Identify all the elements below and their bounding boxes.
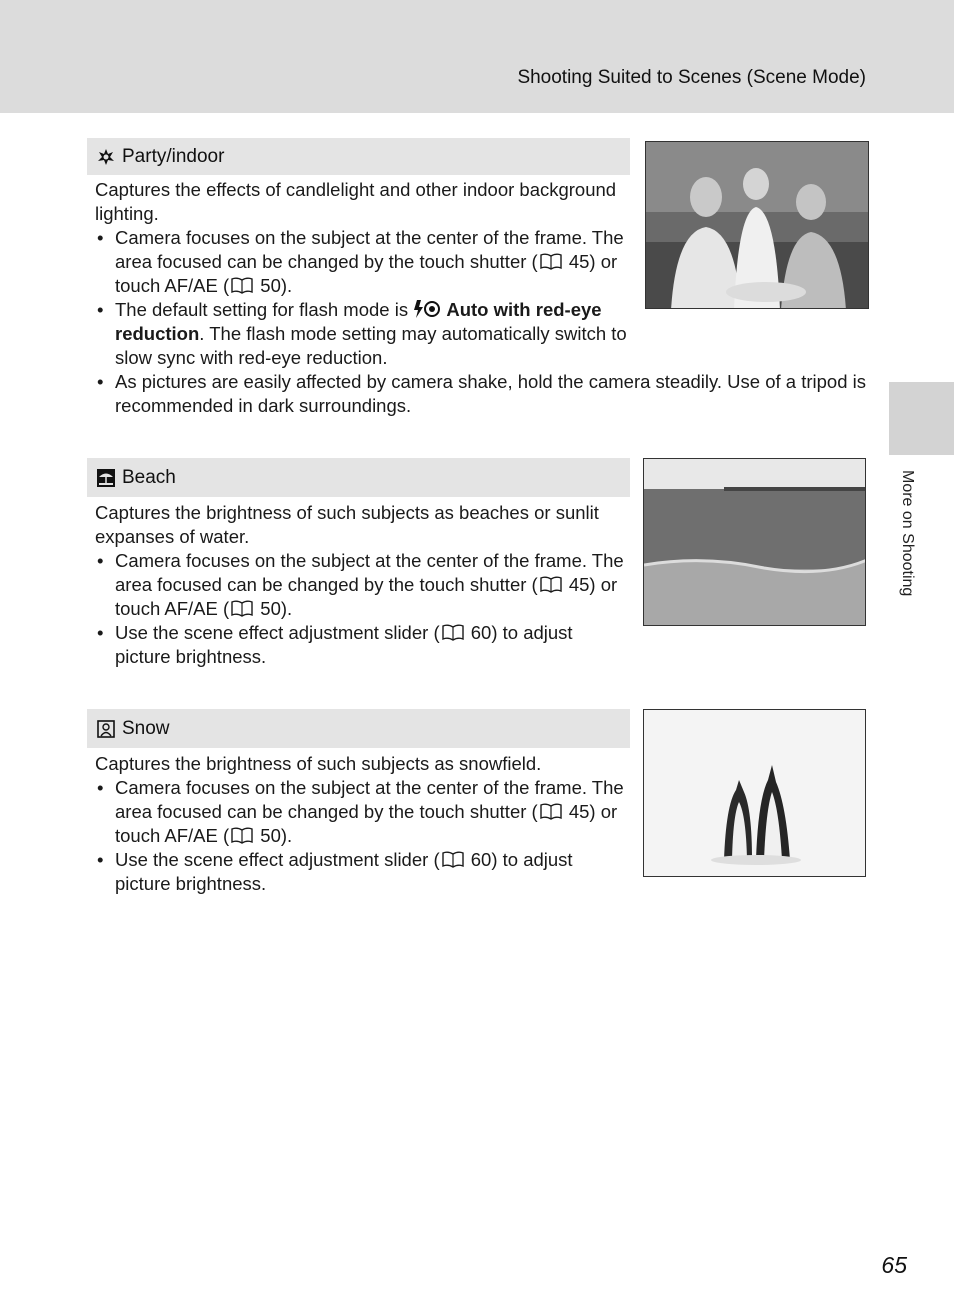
section-intro: Captures the effects of candlelight and other indoor background lighting. bbox=[95, 179, 617, 224]
page-number: 65 bbox=[881, 1252, 907, 1278]
page-header-title: Shooting Suited to Scenes (Scene Mode) bbox=[517, 67, 866, 88]
section-title: Snow bbox=[122, 717, 170, 739]
beach-icon bbox=[96, 468, 116, 488]
list-item: • Camera focuses on the subject at the center of the frame. The area focused can be changed by the touch shutter ( 45) or touch AF/AE ( 50). bbox=[95, 776, 630, 848]
book-reference-icon bbox=[442, 851, 464, 868]
book-reference-icon bbox=[540, 253, 562, 270]
book-reference-icon bbox=[231, 827, 253, 844]
section-heading-snow bbox=[87, 709, 630, 748]
list-item: • Use the scene effect adjustment slider ( 60) to adjust picture brightness. bbox=[95, 848, 630, 896]
chapter-side-tab bbox=[889, 382, 954, 455]
chapter-side-label: More on Shooting bbox=[899, 470, 916, 597]
section-body-wide bbox=[95, 370, 875, 418]
book-reference-icon bbox=[231, 600, 253, 617]
section-heading-party bbox=[87, 138, 630, 175]
flash-red-eye-icon bbox=[413, 299, 441, 319]
section-body bbox=[95, 752, 630, 896]
party-photo bbox=[645, 141, 869, 309]
section-body bbox=[95, 501, 630, 669]
header-band bbox=[0, 0, 954, 113]
list-item: • Use the scene effect adjustment slider ( 60) to adjust picture brightness. bbox=[95, 621, 630, 669]
book-reference-icon bbox=[540, 576, 562, 593]
section-body bbox=[95, 178, 630, 370]
list-item: • Camera focuses on the subject at the center of the frame. The area focused can be changed by the touch shutter ( 45) or touch AF/AE ( 50). bbox=[95, 549, 630, 621]
section-intro: Captures the brightness of such subjects as snowfield. bbox=[95, 753, 542, 774]
list-item: • Camera focuses on the subject at the center of the frame. The area focused can be changed by the touch shutter ( 45) or touch AF/AE ( 50). bbox=[95, 226, 630, 298]
snow-photo bbox=[643, 709, 866, 877]
beach-photo bbox=[643, 458, 866, 626]
section-title: Beach bbox=[122, 466, 176, 488]
party-indoor-icon bbox=[96, 147, 116, 167]
book-reference-icon bbox=[231, 277, 253, 294]
list-item: • The default setting for flash mode is Auto with red-eye reduction. The flash mode setting may automatically switch to slow sync with red-eye reduction. bbox=[95, 298, 630, 370]
book-reference-icon bbox=[442, 624, 464, 641]
section-intro: Captures the brightness of such subjects as beaches or sunlit expanses of water. bbox=[95, 502, 599, 547]
section-title: Party/indoor bbox=[122, 145, 225, 167]
snow-icon bbox=[96, 719, 116, 739]
section-heading-beach bbox=[87, 458, 630, 497]
book-reference-icon bbox=[540, 803, 562, 820]
list-item: • As pictures are easily affected by camera shake, hold the camera steadily. Use of a tripod is recommended in dark surroundings. bbox=[95, 370, 875, 418]
